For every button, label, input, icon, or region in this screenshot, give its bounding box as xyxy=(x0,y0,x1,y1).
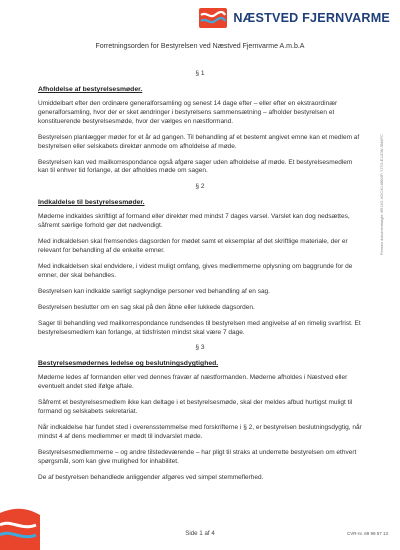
paragraph: Sager til behandling ved mailkorrespondance rundsendes til bestyrelsen med angivelse af en rimelig svarfrist. Et bestyrelsesmedlem kan forlange, at tidsfristen mindst skal være 7 dage. xyxy=(38,319,361,336)
section-heading: Afholdelse af bestyrelsesmøder. xyxy=(38,86,143,93)
paragraph: De af bestyrelsen behandlede anliggender afgøres ved simpel stemmeflerhed. xyxy=(38,473,264,481)
section-heading: Indkaldelse til bestyrelsesmøder. xyxy=(38,199,145,207)
section-number: § 3 xyxy=(195,344,205,352)
logo-wave-icon xyxy=(199,8,227,28)
paragraph: Møderne ledes af formanden eller ved dennes fravær af næstformanden. Møderne afholdes i Næstved eller eventuelt andet sted ifølge aftale. xyxy=(38,374,348,391)
document-body xyxy=(38,70,362,490)
paragraph: Bestyrelsen kan ved mailkorrespondance også afgøre sager uden afholdelse af møde. Et bestyrelsesmedlem kan til enhver tid forlange, at der afholdes møde om sagen. xyxy=(38,158,353,175)
paragraph: Bestyrelsen beslutter om en sag skal på den åbne eller lukkede dagsorden. xyxy=(38,303,255,311)
paragraph: Bestyrelsen kan indkalde særligt sagkyndige personer ved behandling af en sag. xyxy=(38,287,270,295)
company-logo xyxy=(199,8,390,28)
penneo-document-key: Penneo dokumentnøgle: 8R14G-VOCX0-6BK0P-YJ7O-E11DW-SM4PC xyxy=(380,134,384,255)
paragraph: Umiddelbart efter den ordinære generalforsamling og senest 14 dage efter – eller efter en ekstraordinær generalforsamling, hvor der er sket ændringer i bestyrelsens sammensætning – afholder bestyrelsen et konstituerende bestyrelsesmøde, hvor der vælges en næstformand. xyxy=(38,100,338,125)
section-heading: Bestyrelsesmødernes ledelse og beslutningsdygtighed. xyxy=(38,360,219,368)
section-1 xyxy=(38,70,362,176)
paragraph: Såfremt et bestyrelsesmedlem ikke kan deltage i et bestyrelsesmøde, skal der meldes afbud hurtigst muligt til formand og selskabets sekretariat. xyxy=(38,399,353,416)
corner-brand-graphic xyxy=(0,505,42,550)
section-number: § 2 xyxy=(195,183,205,191)
paragraph: Når indkaldelse har fundet sted i overensstemmelse med forskrifterne i § 2, er bestyrelsen beslutningsdygtig, når mindst 4 af dens medlemmer er mødt til indvarslet møde. xyxy=(38,424,362,440)
paragraph: Møderne indkaldes skriftligt af formand eller direktør med mindst 7 dages varsel. Varslet kan dog nedsættes, såfremt særlige forhold gør det nødvendigt. xyxy=(38,213,350,230)
document-title: Forretningsorden for Bestyrelsen ved Næstved Fjernvarme A.m.b.A xyxy=(95,43,305,50)
paragraph: Med indkaldelsen skal fremsendes dagsorden for mødet samt et eksemplar af det skriftlige materiale, der er relevant for behandling af de enkelte emner. xyxy=(38,238,348,255)
section-2 xyxy=(38,183,362,337)
paragraph: Med indkaldelsen skal endvidere, i videst muligt omfang, gives medlemmerne oplysning om baggrunde for de emner, der skal behandles. xyxy=(38,262,353,279)
paragraph: Bestyrelsesmedlemmerne – og andre tilstedeværende – har pligt til straks at underrette bestyrelsen om ethvert spørgsmål, som kan give mulighed for inhabilitet. xyxy=(38,448,357,465)
cvr-number: CVR-nr. 69 99 57 13 xyxy=(346,531,388,536)
section-3 xyxy=(38,344,362,482)
section-number: § 1 xyxy=(195,70,205,77)
logo-text: NÆSTVED FJERNVARME xyxy=(233,11,390,25)
paragraph: Bestyrelsen planlægger møder for et år ad gangen. Til behandling af et bestemt angivet emne kan et medlem af bestyrelsen eller selskabets direktør anmode om afholdelse af møde. xyxy=(38,133,360,150)
page-number: Side 1 af 4 xyxy=(185,530,215,537)
